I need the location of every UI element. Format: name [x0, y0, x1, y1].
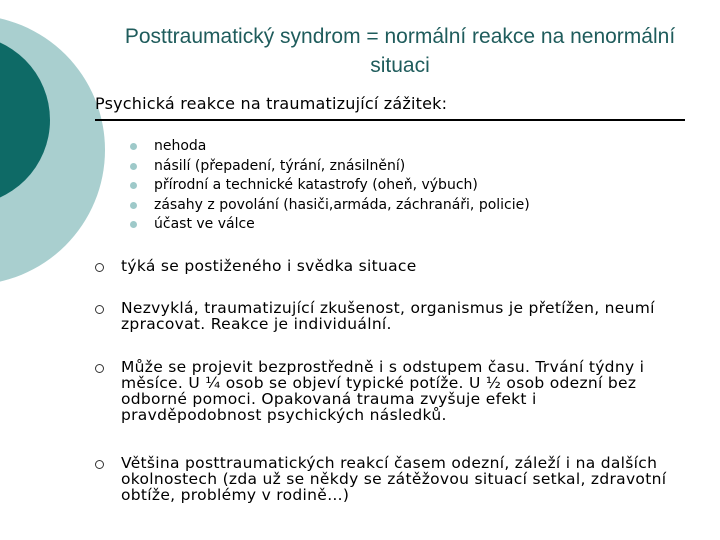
list-item: [130, 176, 530, 196]
main-bullet-text: Většina posttraumatických reakcí časem odezní, záleží i na dalších okolnostech (zda už se někdy se zátěžovou situací setkal, zdravotní obtíže, problémy v rodině…): [121, 454, 667, 504]
ring-bullet-icon: [95, 305, 104, 314]
bullet-dot-icon: [130, 143, 137, 150]
main-bullet: [95, 300, 676, 332]
bullet-dot-icon: [130, 163, 137, 170]
main-bullet-text: Nezvyklá, traumatizující zkušenost, organismus je přetížen, neumí zpracovat. Reakce je individuální.: [121, 299, 655, 333]
ring-bullet-icon: [95, 364, 104, 373]
list-item-text: účast ve válce: [154, 216, 255, 232]
list-item-text: přírodní a technické katastrofy (oheň, výbuch): [154, 177, 478, 193]
section-heading: Psychická reakce na traumatizující zážitek:: [95, 94, 448, 113]
list-item-text: násilí (přepadení, týrání, znásilnění): [154, 157, 406, 174]
slide-title: Posttraumatický syndrom = normální reakce na nenormální situaci: [124, 25, 676, 77]
main-bullet-text: Může se projevit bezprostředně i s odstupem času. Trvání týdny i měsíce. U ¼ osob se objeví typické potíže. U ½ osob odezní bez odborné pomoci. Opakovaná trauma zvyšuje efekt i pravděpodobnost psychických následků.: [121, 358, 645, 424]
main-bullet-text: týká se postiženého i svědka situace: [121, 257, 417, 275]
list-item: [130, 137, 530, 157]
list-item: [130, 215, 530, 235]
decorative-circles: [0, 0, 120, 300]
list-item-text: zásahy z povolání (hasiči,armáda, záchranáři, policie): [154, 196, 530, 213]
trauma-examples-list: [130, 137, 530, 235]
main-bullet: [95, 455, 676, 503]
list-item: [130, 196, 530, 216]
ring-bullet-icon: [95, 263, 104, 272]
bullet-dot-icon: [130, 202, 137, 209]
heading-underline: [95, 119, 685, 121]
ring-bullet-icon: [95, 460, 104, 469]
bullet-dot-icon: [130, 221, 137, 228]
main-bullet: [95, 258, 676, 274]
list-item: [130, 157, 530, 177]
bullet-dot-icon: [130, 182, 137, 189]
list-item-text: nehoda: [154, 138, 207, 154]
main-bullet: [95, 359, 676, 423]
